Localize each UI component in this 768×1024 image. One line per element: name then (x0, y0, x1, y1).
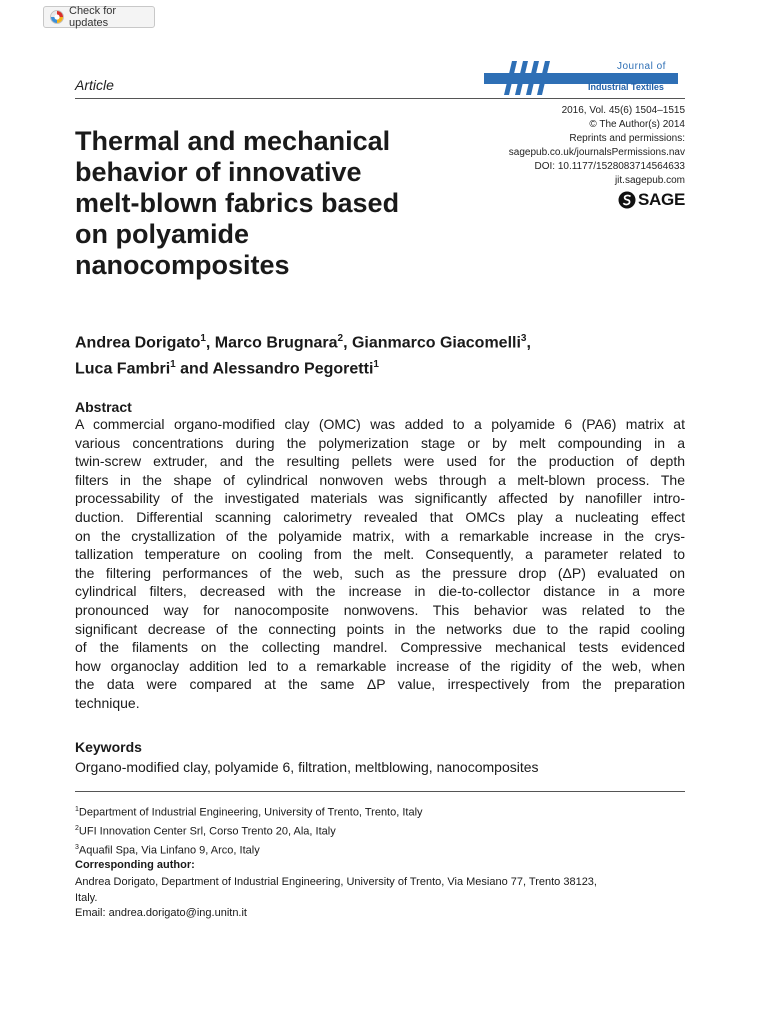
affiliation-text: UFI Innovation Center Srl, Corso Trento 20, Ala, Italy (78, 825, 336, 838)
author-affiliation-mark: 1 (373, 359, 379, 371)
keywords-heading: Keywords (75, 739, 142, 755)
title-line: on polyamide (75, 219, 250, 249)
author-affiliation-mark: 1 (200, 333, 206, 344)
author-name: Luca Fambri (75, 360, 171, 378)
publication-meta (425, 104, 685, 188)
meta-copyright: © The Author(s) 2014 (589, 119, 685, 130)
author-affiliation-mark: 2 (337, 333, 344, 344)
abstract-line: of the filaments on the collecting mandrel. Compressive mechanical tests evidenced (75, 639, 685, 656)
check-for-updates-button[interactable] (43, 6, 155, 28)
corresponding-author (75, 875, 695, 922)
author-name: Andrea Dorigato (75, 334, 201, 352)
abstract-line: processability of the investigated materials was significantly affected by nanofiller intro- (75, 490, 685, 507)
abstract-line: filters in the shape of cylindrical nonwoven webs through a melt-blown process. The (75, 471, 685, 488)
affiliation-text: Department of Industrial Engineering, University of Trento, Trento, Italy (78, 806, 423, 819)
sage-logo-icon (618, 191, 636, 209)
keywords-text: Organo-modified clay, polyamide 6, filtration, meltblowing, nanocomposites (75, 759, 539, 775)
publisher-logo (618, 190, 685, 210)
publisher-name: SAGE (638, 190, 685, 209)
author-affiliation-mark: 1 (170, 359, 176, 371)
affiliation-item (75, 840, 695, 859)
meta-journal-url[interactable]: jit.sagepub.com (614, 175, 685, 186)
abstract-line: the filtering performances of the web, such as the pressure drop (ΔP) evaluated on (75, 564, 685, 581)
abstract-line: cylindrical filters, decreased with the increase in die-to-collector distance in a more (75, 583, 685, 600)
article-type-label: Article (75, 77, 114, 93)
abstract-line: various concentrations during the polymerization stage or by melt compounding in a (75, 434, 685, 451)
meta-doi[interactable]: DOI: 10.1177/1528083714564633 (534, 161, 685, 172)
affiliation-mark: 3 (75, 844, 79, 852)
author-affiliation-mark: 3 (520, 333, 527, 344)
author-list (75, 328, 695, 381)
journal-name: Industrial Textiles (588, 82, 664, 92)
abstract-line: the data were compared at the same ΔP value, irrespectively from the preparation (75, 676, 685, 693)
abstract-line: A commercial organo-modified clay (OMC) was added to a polyamide 6 (PA6) matrix at (75, 416, 685, 432)
author-line (75, 328, 695, 354)
abstract-line: how organoclay addition led to a remarkable increase of the rigidity of the web, when (75, 657, 685, 674)
author-separator: , (343, 334, 352, 352)
meta-reprints: Reprints and permissions: (569, 133, 685, 144)
abstract-line: tallization temperature on cooling from the melt. Consequently, a parameter related to (75, 546, 685, 563)
corresponding-email[interactable]: Email: andrea.dorigato@ing.unitn.it (75, 907, 247, 919)
author-line (75, 354, 695, 380)
title-line: behavior of innovative (75, 157, 362, 187)
author-separator: , (205, 334, 215, 352)
author-separator: and (175, 360, 213, 378)
abstract-heading: Abstract (75, 399, 132, 415)
header-divider (75, 98, 685, 99)
title-line: melt-blown fabrics based (75, 188, 400, 218)
footnote-divider (75, 791, 685, 792)
author-name: Gianmarco Giacomelli (351, 334, 521, 352)
paper-title (75, 126, 455, 281)
author-name: Alessandro Pegoretti (212, 360, 374, 378)
abstract-line: duction. Differential scanning calorimetry revealed that OMCs play a nucleating effect (75, 508, 685, 525)
corresponding-line: Andrea Dorigato, Department of Industrial Engineering, University of Trento, Via Mesiano 77, Trento 38123, (75, 876, 597, 888)
author-separator: , (526, 334, 531, 352)
abstract-line: technique. (75, 694, 140, 711)
abstract-line: twin-screw extruder, and the resulting pellets were used for the production of depth (75, 453, 685, 470)
affiliation-item (75, 802, 695, 821)
meta-permissions-link[interactable]: sagepub.co.uk/journalsPermissions.nav (508, 147, 685, 158)
abstract-line: on the crystallization of the polyamide matrix, with a remarkable increase in the crys- (75, 527, 685, 544)
affiliation-item (75, 821, 695, 840)
abstract-line: pronounced way for nanocomposite nonwovens. This behavior was related to the (75, 601, 685, 618)
affiliations (75, 802, 695, 859)
journal-logo (484, 58, 686, 94)
abstract-body (75, 415, 685, 713)
affiliation-text: Aquafil Spa, Via Linfano 9, Arco, Italy (78, 844, 260, 857)
affiliation-mark: 1 (75, 806, 79, 813)
meta-volume: 2016, Vol. 45(6) 1504–1515 (561, 105, 685, 116)
title-line: Thermal and mechanical (75, 126, 391, 156)
corresponding-author-heading: Corresponding author: (75, 859, 195, 871)
title-line: nanocomposites (75, 250, 290, 280)
abstract-line: significant decrease of the connecting points in the networks due to the rapid cooling (75, 620, 685, 637)
affiliation-mark: 2 (75, 825, 79, 833)
journal-logo-stripes-icon (504, 61, 564, 95)
check-updates-icon (50, 10, 64, 24)
author-name: Marco Brugnara (214, 334, 338, 352)
corresponding-line: Italy. (75, 891, 98, 904)
check-updates-label: Check for updates (69, 5, 117, 29)
journal-logo-of: Journal of (617, 61, 666, 72)
